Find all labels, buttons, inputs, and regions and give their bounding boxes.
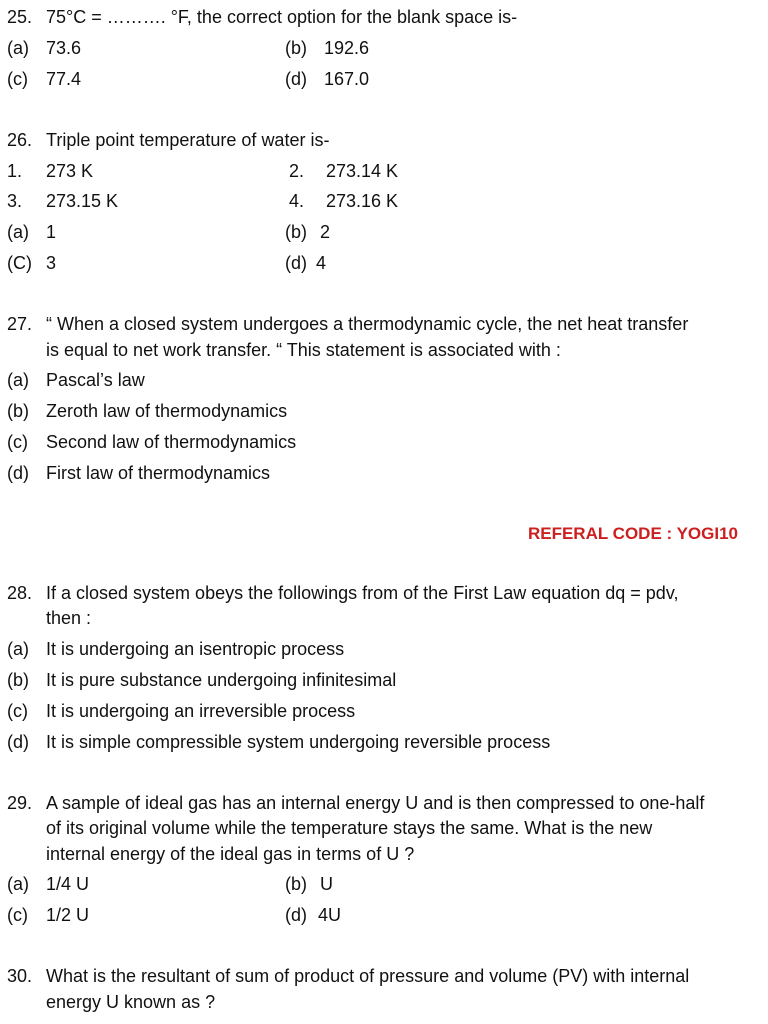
question-text: A sample of ideal gas has an internal energy U and is then compressed to one-half xyxy=(46,793,705,813)
option-key: (d) xyxy=(285,69,307,89)
question-number: 30. xyxy=(7,966,33,986)
question-text: is equal to net work transfer. “ This statement is associated with : xyxy=(46,340,561,360)
item-value: 273.15 K xyxy=(46,191,119,211)
option-value: Second law of thermodynamics xyxy=(46,432,297,452)
option-value: 1 xyxy=(46,222,57,242)
option-value: It is pure substance undergoing infinitesimal xyxy=(46,670,397,690)
option-value: 77.4 xyxy=(46,69,82,89)
question-text: internal energy of the ideal gas in terms of U ? xyxy=(46,844,415,864)
option-key: (d) xyxy=(285,253,307,273)
question-number: 27. xyxy=(7,314,33,334)
option-key: (d) xyxy=(7,732,29,752)
option-value: 4 xyxy=(316,253,327,273)
option-key: (c) xyxy=(7,701,28,721)
option-key: (c) xyxy=(7,432,28,452)
question-text: “ When a closed system undergoes a thermodynamic cycle, the net heat transfer xyxy=(46,314,689,334)
question-number: 28. xyxy=(7,583,33,603)
question-text: of its original volume while the temperature stays the same. What is the new xyxy=(46,818,653,838)
option-value: 73.6 xyxy=(46,38,82,58)
option-key: (c) xyxy=(7,905,28,925)
option-value: 1/2 U xyxy=(46,905,90,925)
question-number: 29. xyxy=(7,793,33,813)
option-key: (b) xyxy=(285,874,307,894)
option-value: Pascal’s law xyxy=(46,370,145,390)
option-value: 167.0 xyxy=(324,69,370,89)
option-value: It is simple compressible system undergoing reversible process xyxy=(46,732,551,752)
option-value: 192.6 xyxy=(324,38,370,58)
question-number: 26. xyxy=(7,130,33,150)
referral-code: REFERAL CODE : YOGI10 xyxy=(527,524,738,543)
option-value: First law of thermodynamics xyxy=(46,463,271,483)
option-key: (a) xyxy=(7,639,29,659)
option-value: U xyxy=(320,874,333,894)
question-text: Triple point temperature of water is- xyxy=(46,130,330,150)
option-key: (d) xyxy=(7,463,29,483)
option-key: (a) xyxy=(7,222,29,242)
item-value: 273.16 K xyxy=(326,191,399,211)
option-key: (c) xyxy=(7,69,28,89)
option-key: (a) xyxy=(7,874,29,894)
question-text: What is the resultant of sum of product of pressure and volume (PV) with internal xyxy=(46,966,690,986)
option-value: 2 xyxy=(320,222,331,242)
question-text: then : xyxy=(46,608,92,628)
question-text: 75°C = ………. °F, the correct option for the blank space is- xyxy=(46,7,518,27)
option-key: (b) xyxy=(285,222,307,242)
option-key: (b) xyxy=(7,670,29,690)
option-key: (b) xyxy=(285,38,307,58)
option-value: 1/4 U xyxy=(46,874,90,894)
option-key: (a) xyxy=(7,38,29,58)
option-value: It is undergoing an irreversible process xyxy=(46,701,356,721)
option-key: (C) xyxy=(7,253,32,273)
item-key: 4. xyxy=(289,191,305,211)
option-key: (b) xyxy=(7,401,29,421)
item-value: 273.14 K xyxy=(326,161,399,181)
item-key: 1. xyxy=(7,161,23,181)
option-key: (d) xyxy=(285,905,307,925)
option-value: It is undergoing an isentropic process xyxy=(46,639,345,659)
question-number: 25. xyxy=(7,7,33,27)
item-key: 2. xyxy=(289,161,305,181)
question-text: If a closed system obeys the followings from of the First Law equation dq = pdv, xyxy=(46,583,679,603)
item-key: 3. xyxy=(7,191,23,211)
option-value: 4U xyxy=(318,905,342,925)
item-value: 273 K xyxy=(46,161,94,181)
option-value: 3 xyxy=(46,253,57,273)
option-value: Zeroth law of thermodynamics xyxy=(46,401,288,421)
question-text: energy U known as ? xyxy=(46,992,216,1012)
option-key: (a) xyxy=(7,370,29,390)
